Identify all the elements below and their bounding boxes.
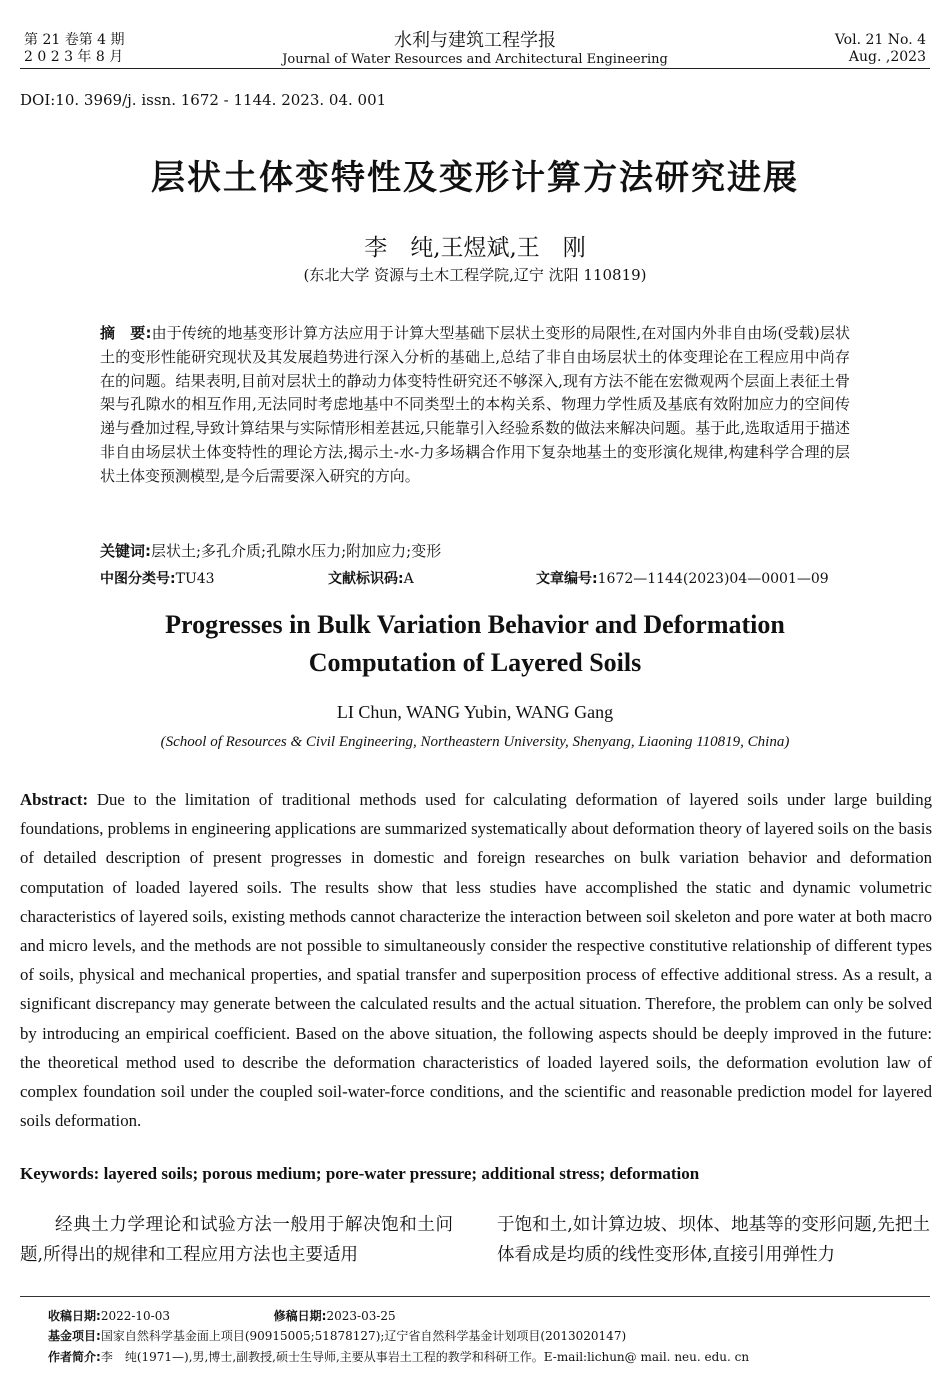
abstract-cn-text: 由于传统的地基变形计算方法应用于计算大型基础下层状土变形的局限性,在对国内外非自由场(受载)层状土的变形性能研究现状及其发展趋势进行深入分析的基础上,总结了非自由场层状土的体变理论在工程应用中尚存在的问题。结果表明,目前对层状土的静动力体变特性研究还不够深入,现有方法不能在宏微观两个层面上表征土骨架与孔隙水的相互作用,无法同时考虑地基中不同类型土的本构关系、物理力学性质及基底有效附加应力的空间传递与叠加过程,导致计算结果与实际情形相差甚远,只能靠引入经验系数的做法来解决问题。基于此,选取适用于描述非自由场层状土体变特性的理论方法,揭示土-水-力多场耦合作用下复杂地基土的变形演化规律,构建科学合理的层状土体变预测模型,是今后需要深入研究的方向。 bbox=[100, 324, 851, 485]
paper-title-en bbox=[0, 606, 950, 682]
doc-value: A bbox=[403, 571, 414, 587]
keywords-cn-text: 层状土;多孔介质;孔隙水压力;附加应力;变形 bbox=[151, 542, 442, 560]
journal-name-en: Journal of Water Resources and Architectural Engineering bbox=[282, 52, 668, 67]
abstract-cn-label: 摘 要: bbox=[100, 324, 152, 342]
paper-title-cn: 层状土体变特性及变形计算方法研究进展 bbox=[151, 158, 799, 198]
issue-volume: 第 21 卷第 4 期 bbox=[24, 32, 125, 48]
author-bio-value: 李 纯(1971—),男,博士,副教授,硕士生导师,主要从事岩土工程的教学和科研工作。E-mail:lichun@ mail. neu. edu. cn bbox=[100, 1350, 750, 1364]
revised-date: 2023-03-25 bbox=[326, 1309, 396, 1323]
doc-label: 文献标识码: bbox=[328, 571, 404, 587]
authors-en: LI Chun, WANG Yubin, WANG Gang bbox=[336, 702, 614, 722]
footnote-author bbox=[48, 1349, 928, 1365]
keywords-en-label: Keywords: bbox=[20, 1164, 100, 1183]
article-label: 文章编号: bbox=[536, 571, 598, 587]
header-rule bbox=[20, 68, 930, 69]
abstract-en-label: Abstract: bbox=[20, 790, 89, 809]
authors-cn: 李 纯,王煜斌,王 刚 bbox=[364, 235, 586, 261]
footnote-dates bbox=[48, 1308, 928, 1324]
abstract-en-text: Due to the limitation of traditional methods used for calculating deformation of layered soils under large building foundations, problems in engineering applications are summarized systematically about deformation theory of layered soils on the basis of detailed description of present progresses in domestic and foreign researches on bulk variation behavior and deformation computation of loaded layered soils. The results show that less studies have accomplished the static and dynamic volumetric characteristics of layered soils, existing methods cannot characterize the interaction between soil skeleton and pore water at both macro and micro levels, and the methods are not possible to simultaneously consider the respective constitutive relationship of different types of soils, physical and mechanical properties, and spatial transfer and superposition process of effective additional stress. As a result, a significant discrepancy may generate between the calculated results and the actual situation. Therefore, the problem can only be solved by introducing an empirical coefficient. Based on the above situation, the following aspects should be deeply improved in the future: the theoretical method used to describe the deformation characteristics of loaded layered soils, the deformation evolution law of complex foundation soil under the coupled soil-water-force conditions, and the scientific and reasonable prediction model for layered soils deformation. bbox=[20, 790, 933, 1131]
keywords-en bbox=[20, 1164, 932, 1184]
date-en: Aug. ,2023 bbox=[848, 49, 926, 65]
body-column-left: 经典土力学理论和试验方法一般用于解决饱和土问题,所得出的规律和工程应用方法也主要适用 bbox=[20, 1215, 453, 1265]
journal-name-cn: 水利与建筑工程学报 bbox=[394, 30, 556, 51]
footnote-fund bbox=[48, 1328, 928, 1344]
clc-code bbox=[100, 568, 215, 588]
author-bio-label: 作者简介: bbox=[48, 1350, 101, 1364]
fund-label: 基金项目: bbox=[48, 1329, 101, 1343]
paper-title-en-line2: Computation of Layered Soils bbox=[308, 648, 642, 677]
issue-date: 2 0 2 3 年 8 月 bbox=[24, 49, 124, 65]
abstract-cn bbox=[100, 322, 850, 489]
issue-info-en bbox=[835, 32, 926, 66]
keywords-cn-label: 关键词: bbox=[100, 542, 151, 560]
keywords-en-text: layered soils; porous medium; pore-water pressure; additional stress; deformation bbox=[103, 1164, 700, 1183]
article-value: 1672—1144(2023)04—0001—09 bbox=[597, 571, 829, 587]
article-number bbox=[536, 568, 829, 588]
keywords-cn bbox=[100, 540, 860, 561]
affiliation-en-text: (School of Resources & Civil Engineering, Northeastern University, Shenyang, Liaoning 110819, China) bbox=[160, 734, 790, 750]
paper-title-en-line1: Progresses in Bulk Variation Behavior and Deformation bbox=[165, 610, 785, 639]
received-label: 收稿日期: bbox=[48, 1309, 101, 1323]
doi[interactable]: DOI:10. 3969/j. issn. 1672 - 1144. 2023. 04. 001 bbox=[20, 91, 387, 109]
journal-name bbox=[0, 30, 950, 67]
clc-value: TU43 bbox=[175, 571, 215, 587]
revised-label: 修稿日期: bbox=[273, 1309, 327, 1323]
document-code bbox=[328, 568, 414, 588]
body-column-right: 于饱和土,如计算边坡、坝体、地基等的变形问题,先把土体看成是均质的线性变形体,直接引用弹性力 bbox=[497, 1215, 930, 1265]
affiliation-en bbox=[0, 734, 950, 751]
affiliation-cn: (东北大学 资源与土木工程学院,辽宁 沈阳 110819) bbox=[303, 266, 647, 284]
abstract-en bbox=[20, 785, 932, 1135]
received-date: 2022-10-03 bbox=[100, 1309, 170, 1323]
footnote-rule bbox=[20, 1296, 930, 1297]
fund-value: 国家自然科学基金面上项目(90915005;51878127);辽宁省自然科学基金计划项目(2013020147) bbox=[100, 1329, 627, 1343]
volume-en: Vol. 21 No. 4 bbox=[834, 32, 926, 48]
clc-label: 中图分类号: bbox=[100, 571, 176, 587]
